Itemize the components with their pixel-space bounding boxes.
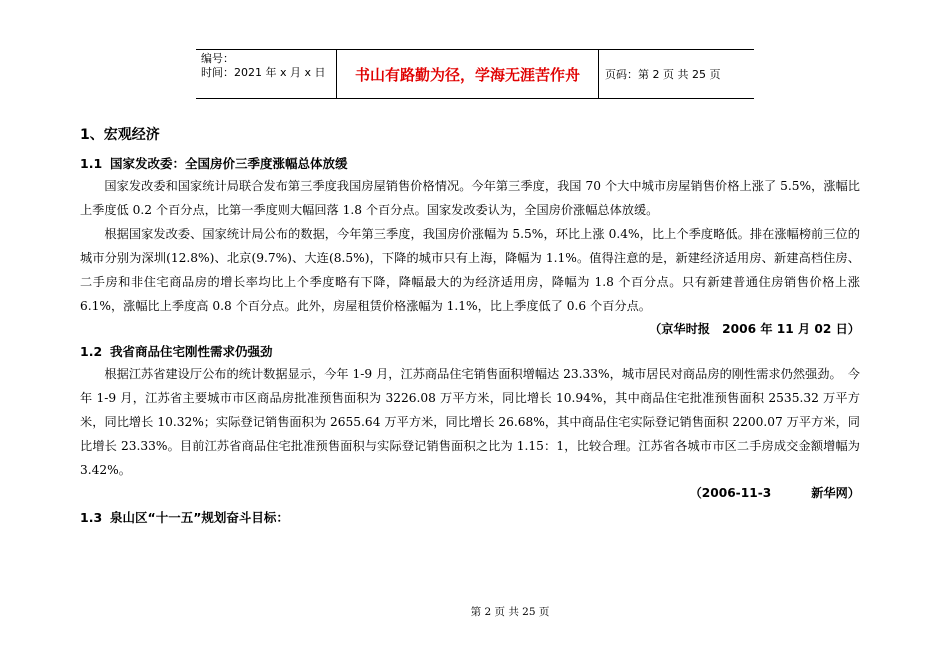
page-footer: 第 2 页 共 25 页 [470, 606, 550, 618]
subsection-number: 1.1 [80, 156, 103, 171]
source-citation [80, 482, 860, 504]
paragraph: 根据江苏省建设厅公布的统计数据显示，今年 1-9 月，江苏商品住宅销售面积增幅达 23.33%，城市居民对商品房的刚性需求仍然强劲。 今年 1-9 月，江苏省主要城市市区商品房批准预售面积为 3226.08 万平方米，同比增长 10.94%，其中商品住宅批准预售面积 2535.32 万平方米，同比增长 10.32%；实际登记销售面积为 2655.64 万平方米，同比增长 26.68%，其中商品住宅实际登记销售面积 2200.07 万平方米，同比增长 23.33%。目前江苏省商品住宅批准预售面积与实际登记销售面积之比为 1.15：1，比较合理。江苏省各城市市区二手房成交金额增幅为 3.42%。 [80, 367, 860, 477]
subsection-heading-1-3 [80, 508, 860, 528]
section-title: 1、宏观经济 [80, 127, 160, 143]
subsection-title: 我省商品住宅刚性需求仍强劲 [110, 344, 273, 359]
subsection-heading-1-1 [80, 154, 860, 174]
subsection-title: 国家发改委：全国房价三季度涨幅总体放缓 [110, 156, 348, 171]
doc-time-label: 时间：2021 年 x 月 x 日 [201, 66, 326, 79]
source-citation: （京华时报 2006 年 11 月 02 日） [649, 322, 860, 336]
source-name: 新华网） [811, 486, 860, 500]
subsection-number: 1.2 [80, 344, 103, 359]
header-page-info: 页码：第 2 页 共 25 页 [605, 68, 721, 81]
paragraph: 国家发改委和国家统计局联合发布第三季度我国房屋销售价格情况。今年第三季度，我国 70 个大中城市房屋销售价格上涨了 5.5%，涨幅比上季度低 0.2 个百分点，比第一季度则大幅回落 1.8 个百分点。国家发改委认为，全国房价涨幅总体放缓。 [80, 179, 860, 217]
source-date: （2006-11-3 [689, 486, 772, 500]
header-meta [196, 50, 337, 98]
paragraph: 根据国家发改委、国家统计局公布的数据，今年第三季度，我国房价涨幅为 5.5%，环比上涨 0.4%，比上个季度略低。排在涨幅榜前三位的城市分别为深圳(12.8%)、北京(9.7%)、大连(8.5%)，下降的城市只有上海，降幅为 1.1%。值得注意的是，新建经济适用房、新建高档住房、二手房和非住宅商品房的增长率均比上个季度略有下降，降幅最大的为经济适用房，降幅为 1.8 个百分点。只有新建普通住房销售价格上涨 6.1%，涨幅比上季度高 0.8 个百分点。此外，房屋租赁价格涨幅为 1.1%，比上季度低了 0.6 个百分点。 [80, 227, 860, 313]
document-body [80, 124, 860, 528]
header-motto: 书山有路勤为径，学海无涯苦作舟 [337, 50, 599, 98]
subsection-heading-1-2 [80, 342, 860, 362]
doc-number-label: 编号： [201, 52, 234, 65]
subsection-number: 1.3 [80, 510, 103, 525]
page-header [196, 49, 754, 99]
subsection-title: 泉山区“十一五”规划奋斗目标： [110, 510, 289, 525]
